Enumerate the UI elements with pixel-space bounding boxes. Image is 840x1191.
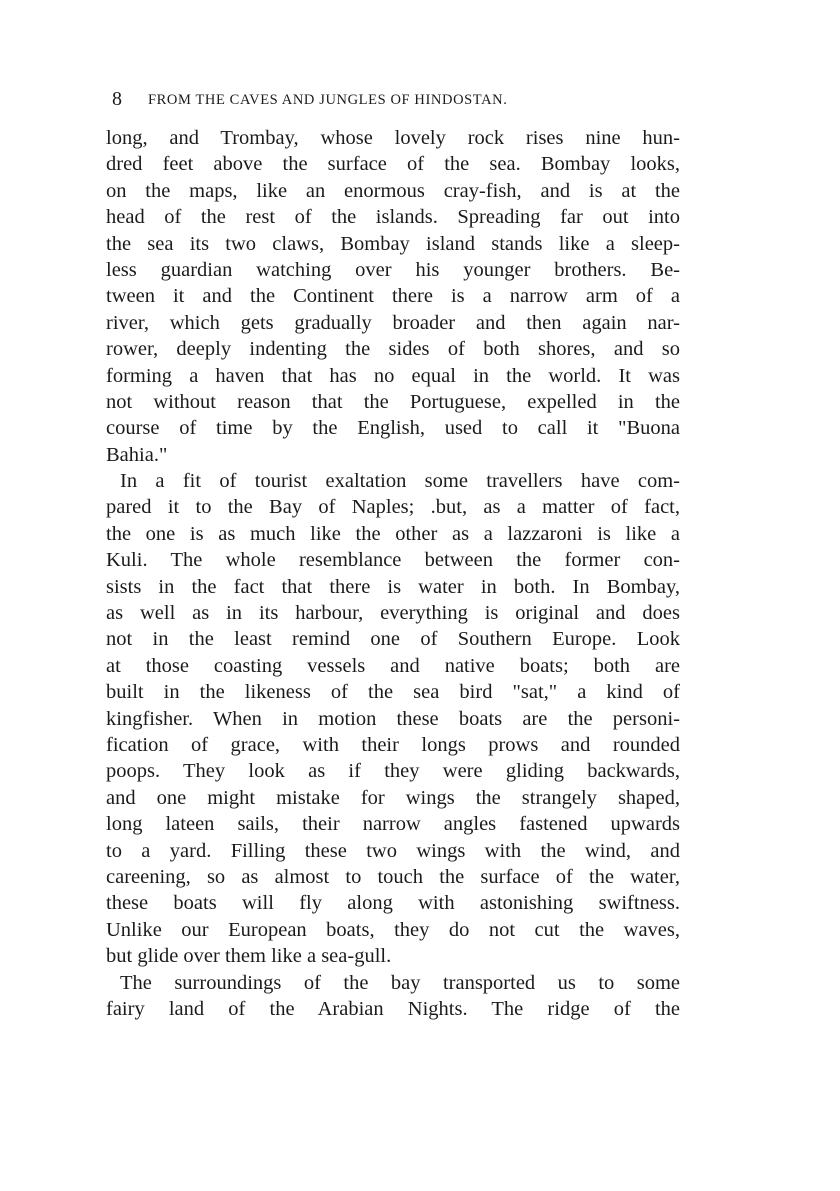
text-line: not in the least remind one of Southern Europe. Look: [106, 628, 680, 651]
text-line: kingfisher. When in motion these boats are the personi-: [106, 707, 680, 730]
text-line: forming a haven that has no equal in the world. It was: [106, 364, 680, 387]
text-line: Unlike our European boats, they do not cut the waves,: [106, 918, 680, 941]
text-line: less guardian watching over his younger brothers. Be-: [106, 258, 680, 281]
text-line: Bahia.": [106, 443, 168, 466]
text-line: pared it to the Bay of Naples; .but, as a matter of fact,: [106, 496, 680, 519]
running-head: [112, 87, 692, 111]
paragraph-first-line: The surroundings of the bay transported us to some: [120, 971, 680, 994]
text-line: on the maps, like an enormous cray-fish, and is at the: [106, 179, 680, 202]
text-line: fairy land of the Arabian Nights. The ridge of the: [106, 997, 680, 1020]
paragraph-first-line: In a fit of tourist exaltation some travellers have com-: [120, 470, 680, 493]
text-line: dred feet above the surface of the sea. Bombay looks,: [106, 153, 680, 176]
text-line: the one is as much like the other as a lazzaroni is like a: [106, 522, 680, 545]
page-number: 8: [112, 88, 122, 110]
text-line: and one might mistake for wings the strangely shaped,: [106, 786, 680, 809]
text-line: long, and Trombay, whose lovely rock rises nine hun-: [106, 127, 680, 149]
text-line: Kuli. The whole resemblance between the former con-: [106, 549, 680, 572]
text-line: rower, deeply indenting the sides of both shores, and so: [106, 338, 680, 361]
text-line: built in the likeness of the sea bird "sat," a kind of: [106, 681, 680, 704]
body-text: [106, 125, 680, 1022]
text-line: sists in the fact that there is water in both. In Bombay,: [106, 575, 680, 598]
text-line: to a yard. Filling these two wings with the wind, and: [106, 839, 680, 862]
text-line: poops. They look as if they were gliding backwards,: [106, 760, 680, 783]
text-line: river, which gets gradually broader and then again nar-: [106, 311, 680, 334]
text-line: head of the rest of the islands. Spreading far out into: [106, 206, 680, 229]
text-line: fication of grace, with their longs prows and rounded: [106, 733, 680, 756]
text-line: tween it and the Continent there is a narrow arm of a: [106, 285, 680, 308]
text-line: as well as in its harbour, everything is original and does: [106, 602, 680, 625]
running-title: FROM THE CAVES AND JUNGLES OF HINDOSTAN.: [148, 92, 508, 108]
text-line: careening, so as almost to touch the surface of the water,: [106, 865, 680, 888]
text-line: these boats will fly along with astonishing swiftness.: [106, 892, 680, 915]
text-line: the sea its two claws, Bombay island stands like a sleep-: [106, 232, 680, 255]
text-line: but glide over them like a sea-gull.: [106, 945, 392, 968]
text-line: at those coasting vessels and native boats; both are: [106, 654, 680, 677]
text-line: not without reason that the Portuguese, expelled in the: [106, 390, 680, 413]
text-line: course of time by the English, used to call it "Buona: [106, 417, 680, 440]
text-line: long lateen sails, their narrow angles fastened upwards: [106, 813, 680, 836]
